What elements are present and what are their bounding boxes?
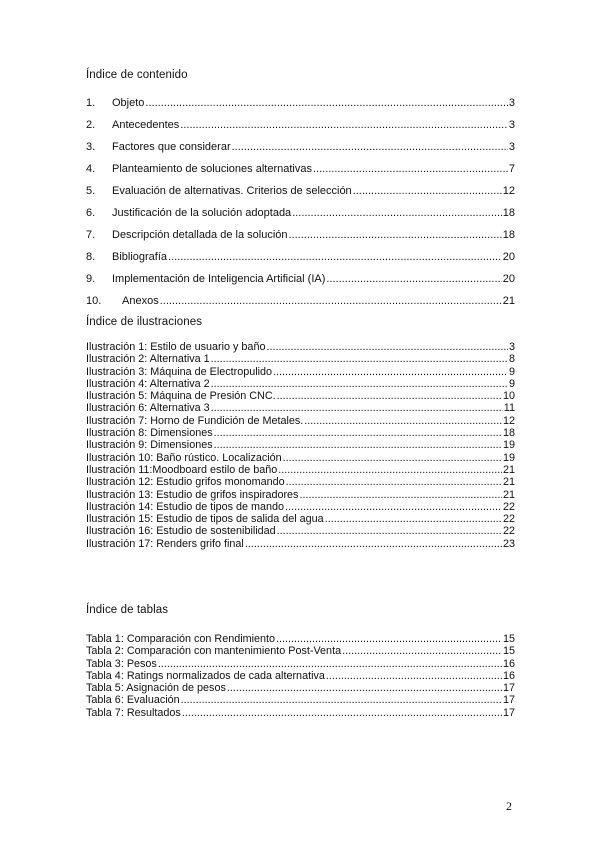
toc-entry-page: 9	[508, 377, 515, 390]
toc-dot-leader	[158, 658, 502, 670]
toc-entry-label: Ilustración 2: Alternativa 1	[86, 353, 210, 366]
toc-entry-label: Ilustración 7: Horno de Fundición de Metales.	[86, 414, 304, 427]
toc-entry[interactable]	[86, 501, 515, 513]
toc-dot-leader	[232, 136, 508, 158]
toc-entry-label: Ilustración 3: Máquina de Electropulido	[86, 365, 273, 378]
toc-entry-page: 21	[502, 488, 515, 501]
toc-dot-leader	[342, 645, 502, 657]
toc-dot-leader	[168, 246, 502, 268]
toc-entry-page: 18	[502, 427, 515, 440]
toc-entry-label: Ilustración 16: Estudio de sostenibilidad	[86, 525, 276, 538]
toc-dot-leader	[289, 224, 502, 246]
toc-entry-page: 20	[502, 251, 515, 263]
toc-entry-number: 2.	[86, 119, 96, 131]
toc-entry-label: Ilustración 9: Dimensiones	[86, 439, 213, 452]
toc-entry[interactable]	[86, 464, 515, 476]
toc-entry[interactable]	[86, 378, 515, 390]
toc-entry-page: 22	[502, 525, 515, 538]
toc-dot-leader	[283, 452, 502, 464]
toc-entry[interactable]	[86, 114, 515, 136]
toc-entry-number: 4.	[86, 163, 96, 175]
toc-entry-label: Tabla 1: Comparación con Rendimiento	[86, 633, 276, 645]
toc-entry-page: 20	[502, 273, 515, 285]
toc-dot-leader	[277, 525, 502, 537]
toc-entry-label: Tabla 5: Asignación de pesos	[86, 682, 226, 695]
toc-dot-leader	[286, 476, 502, 488]
illustrations-index-list	[86, 341, 515, 550]
toc-dot-leader	[313, 158, 508, 180]
toc-entry-label: Ilustración 14: Estudio de tipos de mando	[86, 500, 285, 513]
toc-dot-leader	[325, 513, 502, 525]
toc-entry-page: 3	[508, 141, 515, 153]
toc-entry-page: 3	[508, 341, 515, 353]
toc-entry[interactable]	[86, 682, 515, 694]
toc-entry[interactable]	[86, 415, 515, 427]
toc-entry[interactable]	[86, 538, 515, 550]
toc-dot-leader	[227, 682, 502, 694]
toc-entry-label: Ilustración 11:Moodboard estilo de baño	[86, 463, 278, 476]
toc-entry-label: Evaluación de alternativas. Criterios de selección	[112, 185, 352, 197]
toc-entry[interactable]	[86, 476, 515, 488]
toc-entry[interactable]	[86, 513, 515, 525]
toc-entry-label: Ilustración 15: Estudio de tipos de salida del agua	[86, 513, 324, 526]
toc-entry[interactable]	[86, 670, 515, 682]
toc-dot-leader	[277, 390, 502, 402]
toc-entry-label: Tabla 2: Comparación con mantenimiento Post-Venta	[86, 645, 342, 658]
toc-entry-label: Implementación de Inteligencia Artificial (IA)	[112, 273, 326, 285]
toc-entry-page: 12	[502, 185, 515, 197]
toc-entry[interactable]	[86, 353, 515, 365]
toc-entry-label: Antecedentes	[112, 119, 180, 131]
toc-entry[interactable]	[86, 489, 515, 501]
tables-index-list	[86, 633, 515, 719]
toc-entry-page: 11	[503, 402, 515, 415]
toc-entry-label: Justificación de la solución adoptada	[112, 207, 292, 219]
toc-dot-leader	[180, 114, 508, 136]
toc-dot-leader	[278, 464, 502, 476]
toc-dot-leader	[304, 415, 502, 427]
toc-entry[interactable]	[86, 136, 515, 158]
page-number: 2	[506, 799, 512, 813]
toc-entry-label: Tabla 6: Evaluación	[86, 694, 180, 707]
toc-entry-page: 15	[502, 645, 515, 658]
toc-entry-page: 3	[508, 119, 515, 131]
toc-entry-page: 3	[508, 97, 515, 109]
toc-entry-page: 12	[502, 414, 515, 427]
toc-entry-label: Factores que considerar	[112, 141, 231, 153]
toc-entry-page: 8	[508, 353, 515, 366]
toc-entry-page: 17	[502, 694, 515, 707]
toc-entry-page: 17	[502, 682, 515, 695]
toc-entry-page: 23	[502, 537, 515, 550]
toc-entry[interactable]	[86, 224, 515, 246]
toc-entry[interactable]	[86, 158, 515, 180]
toc-entry[interactable]	[86, 633, 515, 645]
toc-entry-page: 21	[502, 295, 515, 307]
toc-entry[interactable]	[86, 439, 515, 451]
toc-entry-page: 7	[508, 163, 515, 175]
toc-entry-page: 18	[502, 207, 515, 219]
toc-entry-label: Ilustración 12: Estudio grifos monomando	[86, 476, 285, 489]
toc-entry[interactable]	[86, 246, 515, 268]
toc-entry-page: 19	[502, 451, 515, 464]
toc-entry-number: 9.	[86, 273, 96, 285]
toc-entry-page: 18	[502, 229, 515, 241]
toc-entry[interactable]	[86, 341, 515, 353]
toc-entry[interactable]	[86, 366, 515, 378]
toc-entry-label: Tabla 4: Ratings normalizados de cada alternativa	[86, 669, 325, 682]
toc-dot-leader	[211, 402, 503, 414]
toc-entry[interactable]	[86, 390, 515, 402]
toc-entry-label: Objeto	[112, 97, 145, 109]
contents-index-title: Índice de contenido	[86, 69, 188, 81]
toc-entry[interactable]	[86, 268, 515, 290]
toc-dot-leader	[145, 92, 507, 114]
toc-entry[interactable]	[86, 452, 515, 464]
toc-dot-leader	[276, 633, 502, 645]
toc-entry-label: Ilustración 10: Baño rústico. Localización	[86, 451, 282, 464]
toc-entry-page: 22	[502, 513, 515, 526]
toc-entry-number: 7.	[86, 229, 96, 241]
tables-index-title: Índice de tablas	[86, 604, 169, 616]
toc-dot-leader	[160, 290, 502, 312]
toc-entry-label: Ilustración 17: Renders grifo final	[86, 537, 244, 550]
toc-entry-label: Ilustración 1: Estilo de usuario y baño	[86, 341, 266, 353]
illustrations-index-title: Índice de ilustraciones	[86, 316, 203, 328]
toc-entry-page: 22	[502, 500, 515, 513]
toc-dot-leader	[273, 366, 508, 378]
toc-entry-label: Tabla 3: Pesos	[86, 657, 157, 670]
toc-entry-label: Anexos	[122, 295, 159, 307]
toc-entry-label: Ilustración 4: Alternativa 2	[86, 377, 210, 390]
toc-dot-leader	[266, 341, 508, 353]
toc-entry[interactable]	[86, 707, 515, 719]
toc-entry-label: Ilustración 13: Estudio de grifos inspiradores	[86, 488, 299, 501]
toc-entry-label: Ilustración 8: Dimensiones	[86, 427, 213, 440]
toc-entry-page: 21	[502, 476, 515, 489]
toc-dot-leader	[299, 489, 502, 501]
toc-entry-number: 3.	[86, 141, 96, 153]
toc-dot-leader	[211, 353, 508, 365]
toc-entry-page: 10	[502, 390, 515, 403]
toc-entry-label: Ilustración 5: Máquina de Presión CNC.	[86, 390, 276, 403]
toc-entry-page: 19	[502, 439, 515, 452]
toc-dot-leader	[326, 268, 501, 290]
toc-entry[interactable]	[86, 427, 515, 439]
toc-entry[interactable]	[86, 92, 515, 114]
toc-entry-label: Tabla 7: Resultados	[86, 706, 181, 719]
toc-dot-leader	[214, 439, 502, 451]
toc-entry-number: 6.	[86, 207, 96, 219]
toc-entry[interactable]	[86, 694, 515, 706]
toc-entry-page: 15	[502, 633, 515, 645]
toc-entry-page: 21	[502, 463, 515, 476]
toc-entry-label: Descripción detallada de la solución	[112, 229, 288, 241]
toc-dot-leader	[182, 707, 502, 719]
toc-dot-leader	[245, 538, 502, 550]
toc-dot-leader	[214, 427, 502, 439]
toc-entry-number: 10.	[86, 295, 102, 307]
toc-entry-page: 17	[502, 706, 515, 719]
toc-entry[interactable]	[86, 402, 515, 414]
toc-entry-number: 8.	[86, 251, 96, 263]
toc-entry[interactable]	[86, 180, 515, 202]
toc-entry-number: 1.	[86, 97, 96, 109]
toc-dot-leader	[326, 670, 502, 682]
toc-entry-number: 5.	[86, 185, 96, 197]
toc-entry[interactable]	[86, 645, 515, 657]
toc-entry-page: 16	[502, 657, 515, 670]
toc-entry[interactable]	[86, 525, 515, 537]
toc-dot-leader	[353, 180, 502, 202]
toc-dot-leader	[292, 202, 502, 224]
toc-entry[interactable]	[86, 202, 515, 224]
toc-entry-page: 9	[508, 365, 515, 378]
toc-dot-leader	[211, 378, 508, 390]
toc-entry-label: Bibliografía	[112, 251, 168, 263]
toc-entry-label: Ilustración 6: Alternativa 3	[86, 402, 210, 415]
contents-index-list	[86, 92, 515, 312]
toc-entry-label: Planteamiento de soluciones alternativas	[112, 163, 312, 175]
toc-entry-page: 16	[502, 669, 515, 682]
toc-entry[interactable]	[86, 658, 515, 670]
toc-entry[interactable]	[86, 290, 515, 312]
toc-dot-leader	[285, 501, 502, 513]
toc-dot-leader	[181, 694, 502, 706]
